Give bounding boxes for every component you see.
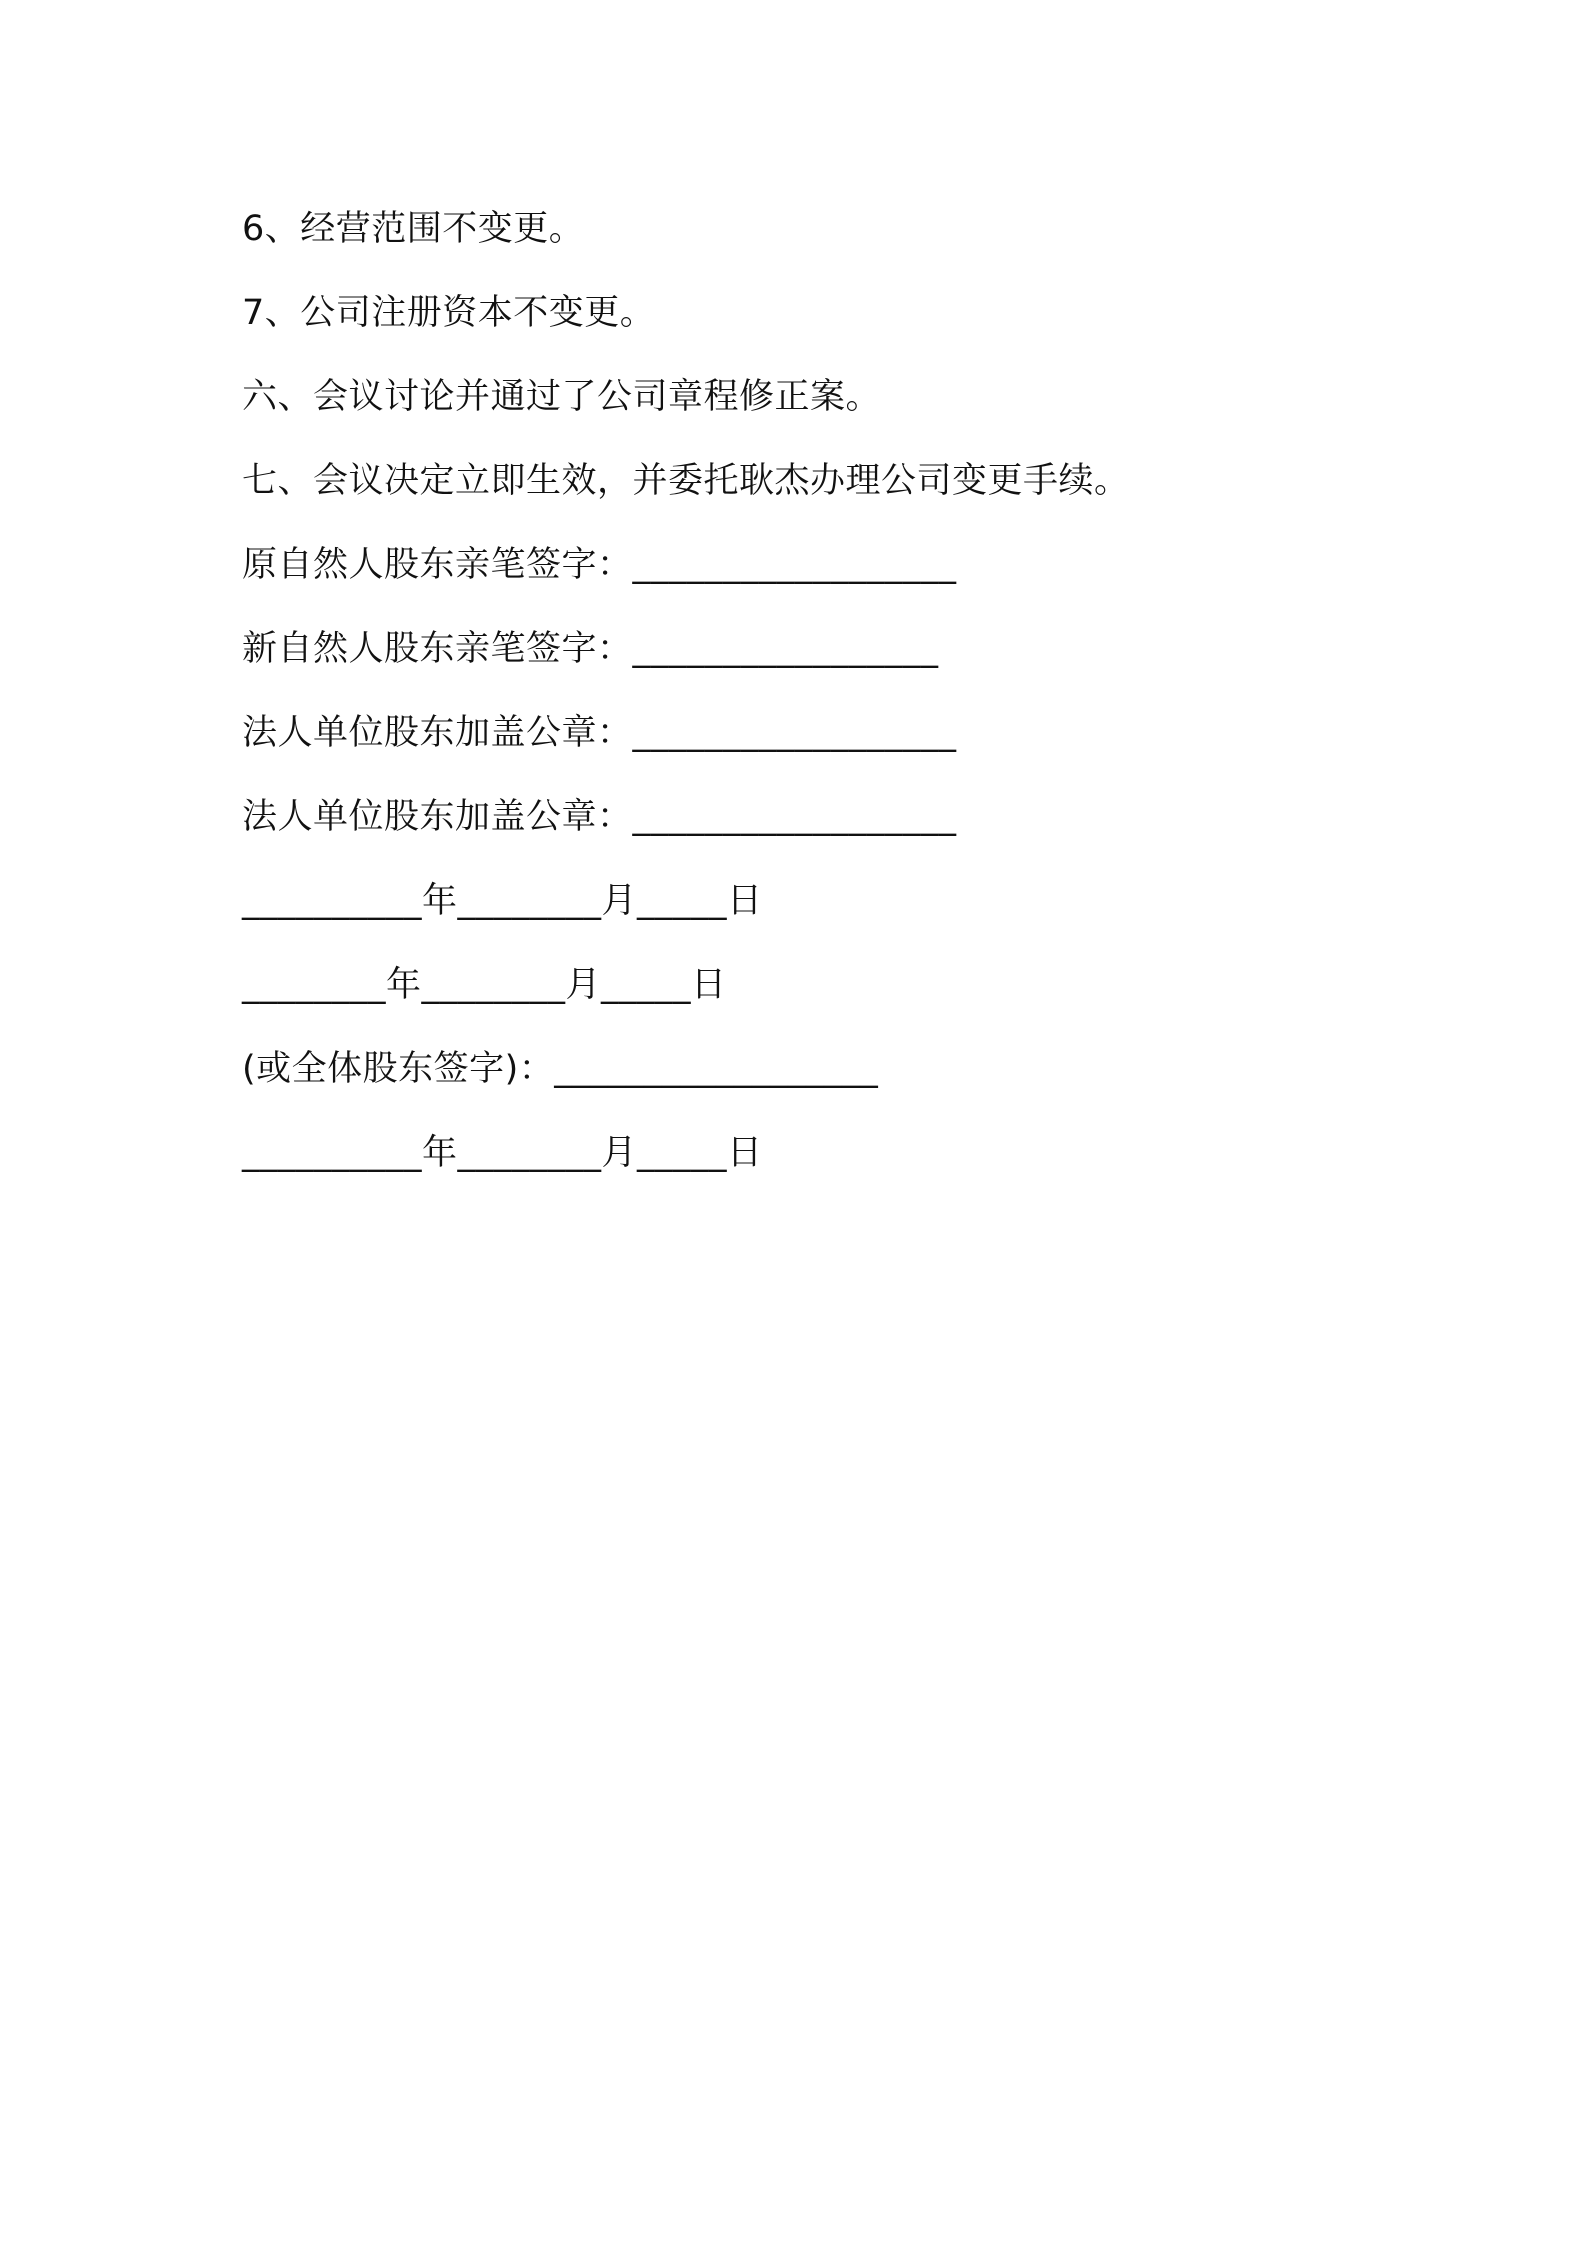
section-seven-effective-immediately: 七、会议决定立即生效，并委托耿杰办理公司变更手续。 [242, 461, 1130, 501]
original-shareholder-signature-line: 原自然人股东亲笔签字：__________________ [242, 545, 957, 585]
all-shareholders-signature-line: (或全体股东签字)：__________________ [242, 1049, 879, 1089]
date-line: ________年________月_____日 [242, 965, 727, 1005]
item-business-scope: 6、经营范围不变更。 [242, 209, 585, 249]
date-line: __________年________月_____日 [242, 1133, 763, 1173]
item-registered-capital: 7、公司注册资本不变更。 [242, 293, 656, 333]
section-six-articles-amendment: 六、会议讨论并通过了公司章程修正案。 [242, 377, 882, 417]
new-shareholder-signature-line: 新自然人股东亲笔签字：_________________ [242, 629, 939, 669]
corporate-shareholder-seal-line: 法人单位股东加盖公章：__________________ [242, 713, 957, 753]
date-line: __________年________月_____日 [242, 881, 763, 921]
document-body [242, 196, 1342, 1204]
corporate-shareholder-seal-line: 法人单位股东加盖公章：__________________ [242, 797, 957, 837]
